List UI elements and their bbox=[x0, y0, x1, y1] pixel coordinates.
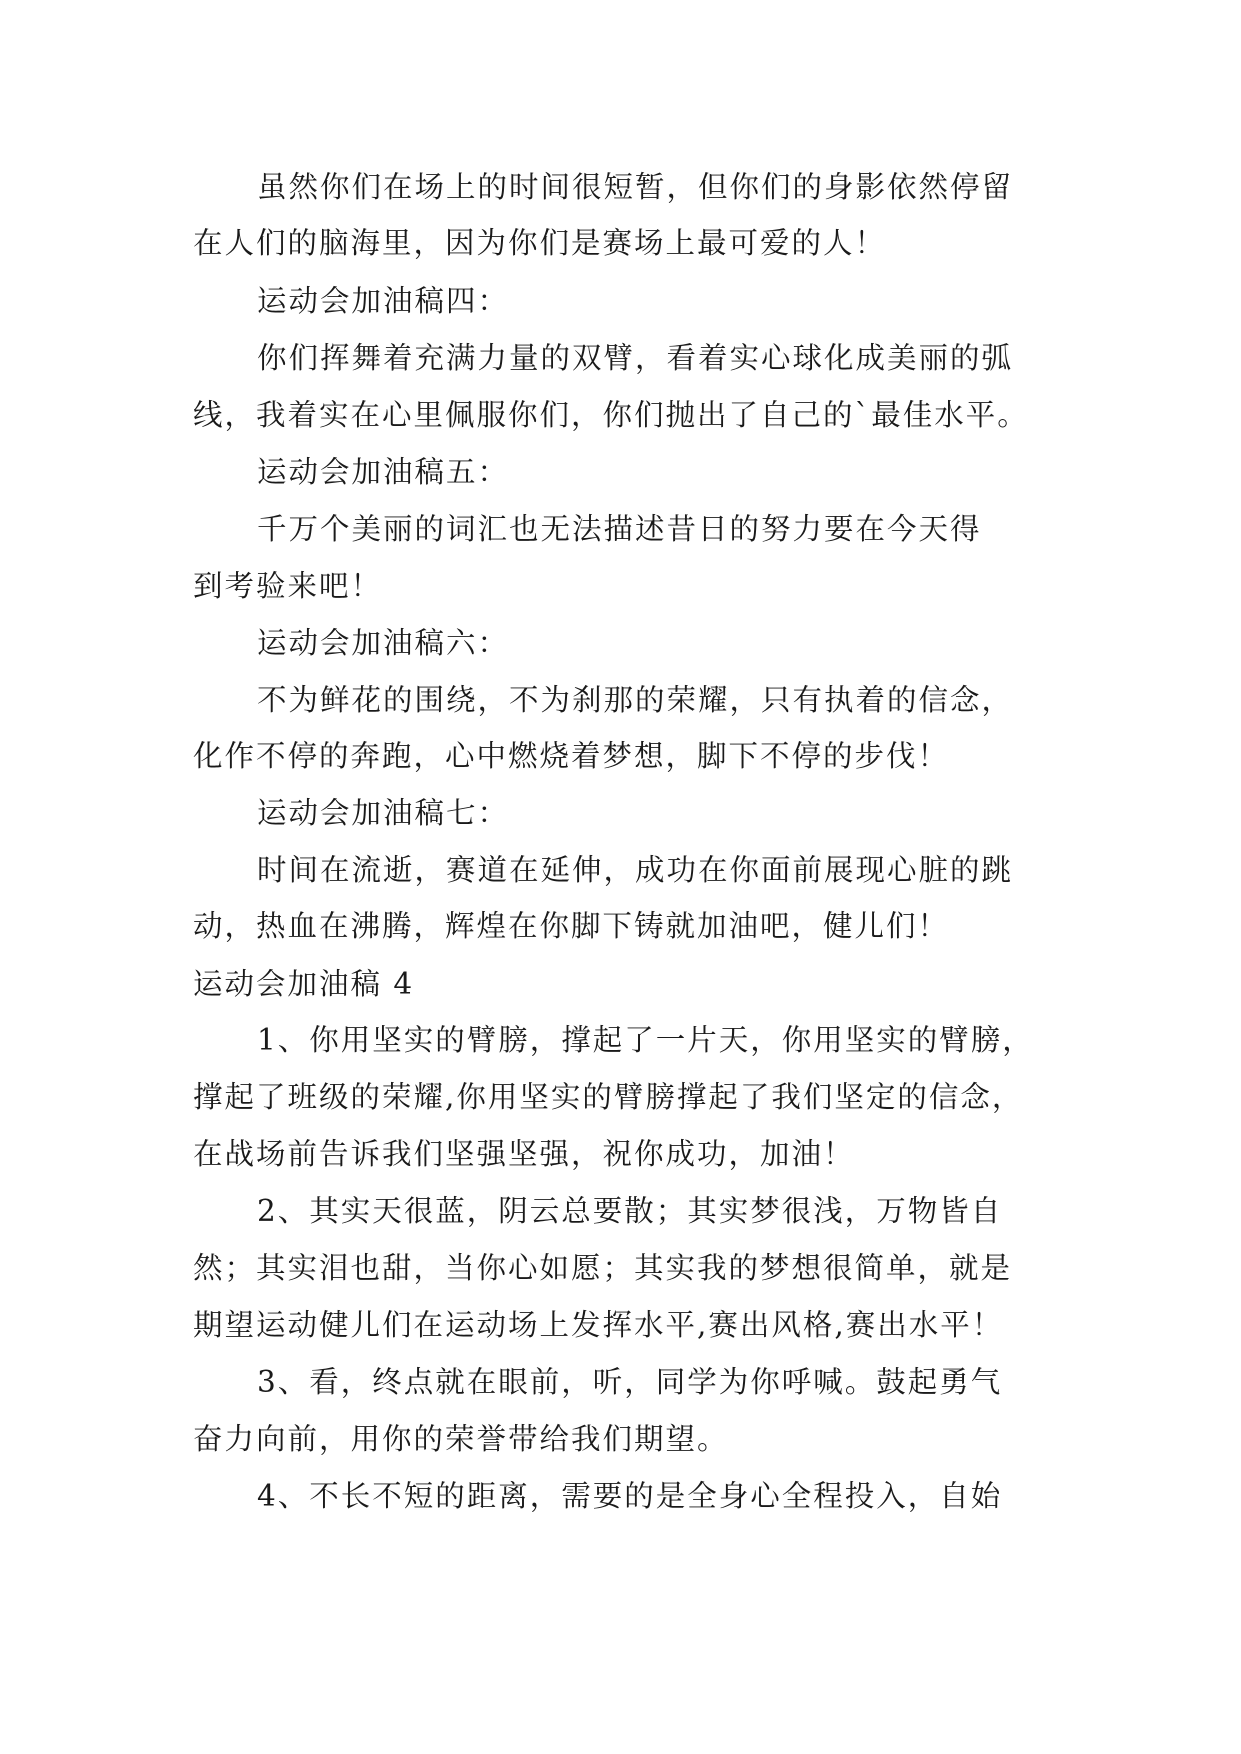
section-title: 运动会加油稿 4 bbox=[193, 967, 415, 1001]
paragraph-line: 1、你用坚实的臂膀，撑起了一片天，你用坚实的臂膀， bbox=[257, 1023, 1034, 1057]
paragraph-line: 不为鲜花的围绕，不为刹那的荣耀，只有执着的信念， bbox=[257, 683, 1014, 717]
paragraph-line: 4、不长不短的距离，需要的是全身心全程投入，自始 bbox=[257, 1479, 1003, 1513]
paragraph-line: 在人们的脑海里，因为你们是赛场上最可爱的人！ bbox=[193, 226, 887, 260]
paragraph-line: 时间在流逝，赛道在延伸，成功在你面前展现心脏的跳 bbox=[257, 853, 1014, 887]
paragraph-line: 在战场前告诉我们坚强坚强，祝你成功，加油！ bbox=[193, 1137, 855, 1171]
paragraph-line: 你们挥舞着充满力量的双臂，看着实心球化成美丽的弧 bbox=[257, 341, 1014, 375]
paragraph-line: 到考验来吧！ bbox=[193, 569, 383, 603]
section-heading: 运动会加油稿六： bbox=[257, 626, 510, 660]
paragraph-line: 然；其实泪也甜，当你心如愿；其实我的梦想很简单，就是 bbox=[193, 1251, 1013, 1285]
section-heading: 运动会加油稿四： bbox=[257, 284, 510, 318]
paragraph-line: 2、其实天很蓝，阴云总要散；其实梦很浅，万物皆自 bbox=[257, 1194, 1003, 1228]
section-heading: 运动会加油稿七： bbox=[257, 796, 510, 830]
section-heading: 运动会加油稿五： bbox=[257, 455, 510, 489]
paragraph-line: 千万个美丽的词汇也无法描述昔日的努力要在今天得 bbox=[257, 512, 982, 546]
paragraph-line: 线，我着实在心里佩服你们，你们抛出了自己的`最佳水平。 bbox=[193, 398, 1029, 432]
paragraph-line: 动，热血在沸腾，辉煌在你脚下铸就加油吧，健儿们！ bbox=[193, 909, 950, 943]
paragraph-line: 虽然你们在场上的时间很短暂，但你们的身影依然停留 bbox=[257, 170, 1014, 204]
paragraph-line: 撑起了班级的荣耀,你用坚实的臂膀撑起了我们坚定的信念， bbox=[193, 1080, 1024, 1114]
paragraph-line: 期望运动健儿们在运动场上发挥水平,赛出风格,赛出水平！ bbox=[193, 1308, 1004, 1342]
paragraph-line: 3、看，终点就在眼前，听，同学为你呼喊。鼓起勇气 bbox=[257, 1365, 1003, 1399]
paragraph-line: 奋力向前，用你的荣誉带给我们期望。 bbox=[193, 1422, 729, 1456]
paragraph-line: 化作不停的奔跑，心中燃烧着梦想，脚下不停的步伐！ bbox=[193, 739, 950, 773]
